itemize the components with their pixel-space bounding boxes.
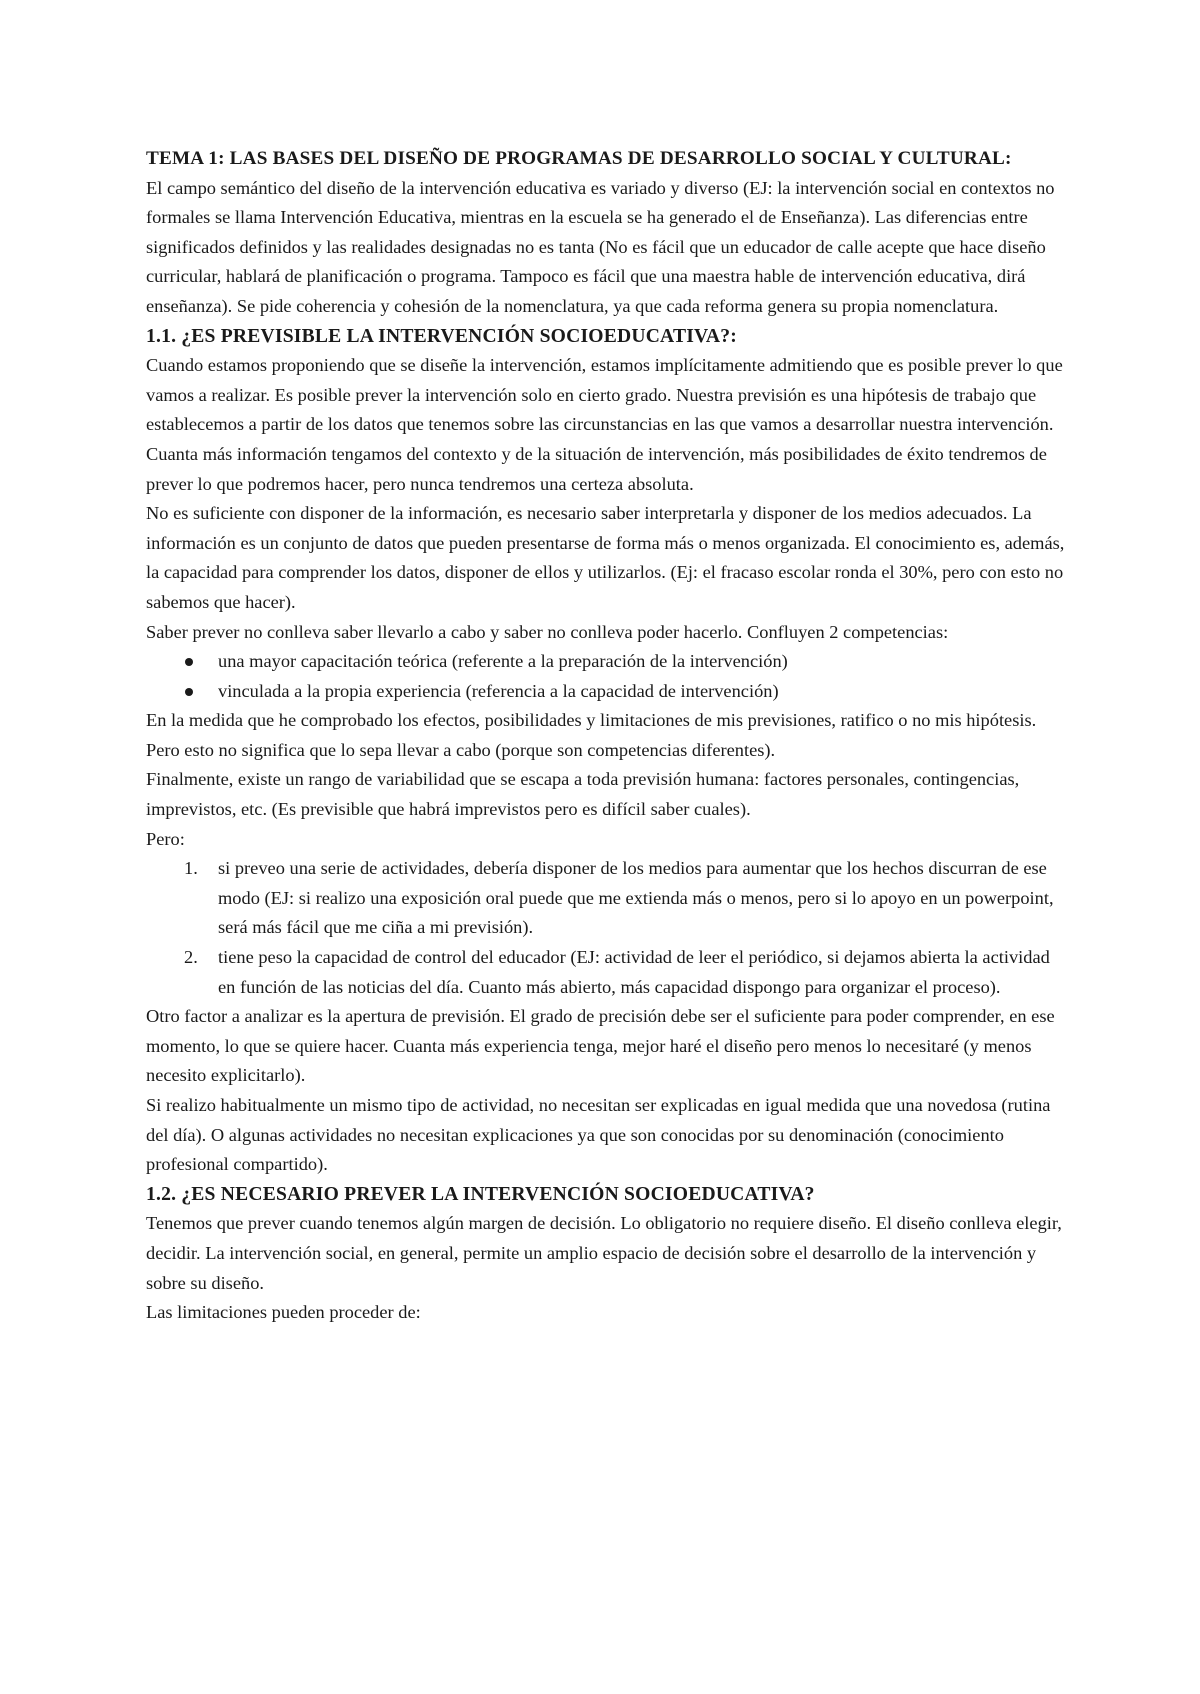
bullet-icon — [185, 658, 193, 666]
list-item — [146, 677, 1068, 707]
intro-paragraph: El campo semántico del diseño de la intervención educativa es variado y diverso (EJ: la intervención social en contextos no formales se llama Intervención Educativa, mientras en la escuela se ha generado el de Enseñanza). Las diferencias entre significados definidos y las realidades designadas no es tanta (No es fácil que un educador de calle acepte que hace diseño curricular, hablará de planificación o programa. Tampoco es fácil que una maestra hable de intervención educativa, dirá enseñanza). Se pide coherencia y cohesión de la nomenclatura, ya que cada reforma genera su propia nomenclatura. — [146, 177, 1055, 316]
numbered-list — [146, 854, 1068, 1002]
list-item — [146, 854, 1068, 943]
paragraph: No es suficiente con disponer de la información, es necesario saber interpretarla y disponer de los medios adecuados. La información es un conjunto de datos que pueden presentarse de forma más o menos organizada. El conocimiento es, además, la capacidad para comprender los datos, disponer de ellos y utilizarlos. (Ej: el fracaso escolar ronda el 30%, pero con esto no sabemos que hacer). — [146, 503, 1065, 612]
paragraph: Cuando estamos proponiendo que se diseñe la intervención, estamos implícitamente admitiendo que es posible prever lo que vamos a realizar. Es posible prever la intervención solo en cierto grado. Nuestra previsión es una hipótesis de trabajo que establecemos a partir de los datos que tenemos sobre las circunstancias en las que vamos a desarrollar nuestra intervención. Cuanta más información tengamos del contexto y de la situación de intervención, más posibilidades de éxito tendremos de prever lo que podremos hacer, pero nunca tendremos una certeza absoluta. — [146, 355, 1063, 494]
paragraph: Finalmente, existe un rango de variabilidad que se escapa a toda previsión humana: factores personales, contingencias, imprevistos, etc. (Es previsible que habrá imprevistos pero es difícil saber cuales). — [146, 769, 1020, 820]
list-item — [146, 943, 1068, 1002]
paragraph: Saber prever no conlleva saber llevarlo a cabo y saber no conlleva poder hacerlo. Confluyen 2 competencias: — [146, 621, 949, 642]
paragraph: En la medida que he comprobado los efectos, posibilidades y limitaciones de mis previsiones, ratifico o no mis hipótesis. Pero esto no significa que lo sepa llevar a cabo (porque son competencias diferentes). — [146, 710, 1037, 760]
list-number: 2. — [184, 947, 198, 968]
list-number: 1. — [184, 858, 198, 879]
paragraph: Si realizo habitualmente un mismo tipo de actividad, no necesitan ser explicadas en igual medida que una novedosa (rutina del día). O algunas actividades no necesitan explicaciones ya que son conocidas por su denominación (conocimiento profesional compartido). — [146, 1095, 1051, 1175]
paragraph: Tenemos que prever cuando tenemos algún margen de decisión. Lo obligatorio no requiere diseño. El diseño conlleva elegir, decidir. La intervención social, en general, permite un amplio espacio de decisión sobre el desarrollo de la intervención y sobre su diseño. — [146, 1213, 1062, 1293]
list-item-text: si preveo una serie de actividades, debería disponer de los medios para aumentar que los hechos discurran de ese modo (EJ: si realizo una exposición oral puede que me extienda más o menos, pero si lo apoyo en un powerpoint, será más fácil que me ciña a mi previsión). — [218, 858, 1054, 938]
section-heading-1-1: 1.1. ¿ES PREVISIBLE LA INTERVENCIÓN SOCIOEDUCATIVA?: — [146, 325, 737, 347]
list-item-text: tiene peso la capacidad de control del educador (EJ: actividad de leer el periódico, si dejamos abierta la actividad en función de las noticias del día. Cuanto más abierto, más capacidad dispongo para organizar el proceso). — [218, 947, 1050, 997]
list-item-text: vinculada a la propia experiencia (referencia a la capacidad de intervención) — [218, 680, 779, 701]
bullet-list — [146, 647, 1068, 706]
paragraph: Pero: — [146, 828, 185, 849]
list-item-text: una mayor capacitación teórica (referente a la preparación de la intervención) — [218, 651, 788, 672]
section-heading-1-2: 1.2. ¿ES NECESARIO PREVER LA INTERVENCIÓN SOCIOEDUCATIVA? — [146, 1183, 815, 1205]
paragraph: Otro factor a analizar es la apertura de previsión. El grado de precisión debe ser el suficiente para poder comprender, en ese momento, lo que se quiere hacer. Cuanta más experiencia tenga, mejor haré el diseño pero menos lo necesitaré (y menos necesito explicitarlo). — [146, 1006, 1055, 1086]
document-title: TEMA 1: LAS BASES DEL DISEÑO DE PROGRAMAS DE DESARROLLO SOCIAL Y CULTURAL: — [146, 148, 1012, 169]
paragraph: Las limitaciones pueden proceder de: — [146, 1302, 421, 1323]
list-item — [146, 647, 1068, 677]
document-page — [146, 144, 1068, 1328]
bullet-icon — [185, 688, 193, 696]
